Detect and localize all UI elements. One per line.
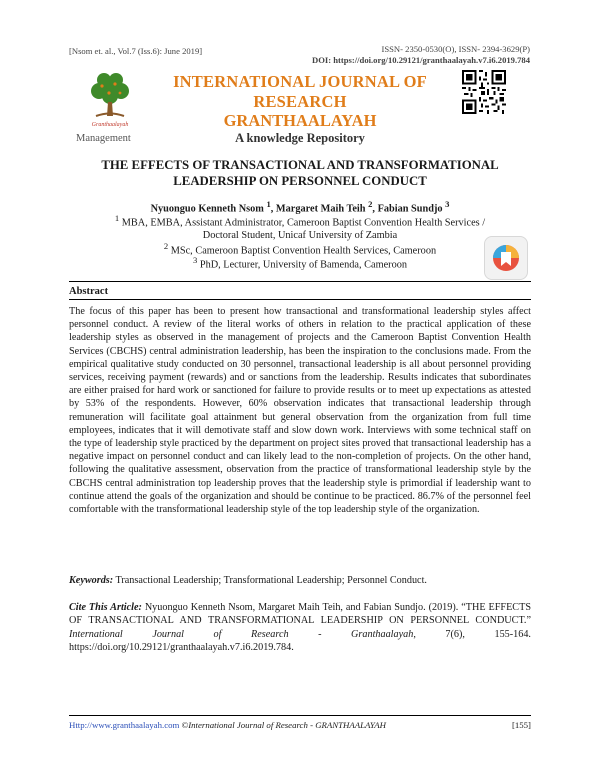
title-line-2: LEADERSHIP ON PERSONNEL CONDUCT bbox=[173, 174, 427, 188]
divider bbox=[69, 299, 531, 300]
citation-journal: International Journal of Research - Granthaalayah bbox=[69, 628, 414, 640]
affiliation-1 bbox=[60, 212, 540, 242]
affiliation-text: MSc, Cameroon Baptist Convention Health Services, Cameroon bbox=[170, 245, 437, 257]
abstract-body: The focus of this paper has been to present how transactional and transformational leadership styles affect personnel conduct. A review of the literal works of others in relation to the practical application of these leadership styles as observed in the management of projects and the Cameroon Baptist Convention Health Services (CBCHS) central administration leadership, has been the inspiration to the conclusions made. From the empirical qualitative study conducted on 30 personnel, transactional leadership is all about personnel providing services, receiving payment (rewards) and or sanctions from the leadership. Results indicates that subordinates are either praised for hard work or sanctioned for failure to provide results or to meet up expectations as attested by 53% of the respondents. However, 60% observation indicates that transactional leadership through remuneration will facilitate goal attainment but general observation from the organization from full time employees, indicates that it will demotivate staff and slow down work. Interviews with some technical staff on the type of leadership style practiced by the department on project sites proved that transactional leadership has a negative impact on personnel conduct and can likely lead to the non-completion of projects. On the other hand, following the qualitative assessment, observation from the practice of transformational leadership style by the CBCHS central administration top leadership proves that the leadership style is primordial if leadership want to continue attend the goals of the organization and should be continue to be practiced. 86.7% of the personnel feel comfortable with the transformational leadership style of the top leadership style of the organization. bbox=[69, 306, 531, 516]
running-header-citation: [Nsom et. al., Vol.7 (Iss.6): June 2019] bbox=[69, 46, 203, 56]
author-superscript: 2 bbox=[368, 199, 373, 209]
article-category: Management bbox=[76, 133, 131, 144]
running-header-ids bbox=[312, 44, 530, 66]
footer-journal: ©International Journal of Research - GRANTHAALAYAH bbox=[181, 720, 386, 730]
author-list: Nyuonguo Kenneth Nsom $^1$, Margaret Maih Teih $^2$, Fabian Sundjo $^3$ bbox=[150, 199, 450, 215]
tree-canopy bbox=[91, 73, 129, 104]
citation-label: Cite This Article: bbox=[69, 602, 142, 613]
divider bbox=[69, 281, 531, 282]
affiliation-superscript: 3 bbox=[192, 255, 198, 265]
author-name: Fabian Sundjo bbox=[377, 203, 443, 215]
logo-caption: Granthaalayah bbox=[91, 122, 129, 128]
keywords bbox=[69, 575, 531, 586]
author-superscript: 1 bbox=[266, 199, 271, 209]
journal-name-line1: INTERNATIONAL JOURNAL OF RESEARCH bbox=[173, 72, 427, 111]
issn-text: ISSN- 2350-0530(O), ISSN- 2394-3629(P) bbox=[381, 44, 530, 54]
journal-tagline: A knowledge Repository bbox=[235, 131, 365, 145]
doi-text: DOI: https://doi.org/10.29121/granthaalayah.v7.i6.2019.784 bbox=[312, 55, 530, 65]
title-line-1: THE EFFECTS OF TRANSACTIONAL AND TRANSFORMATIONAL bbox=[101, 158, 499, 172]
article-title bbox=[60, 157, 540, 189]
affiliation-superscript: 2 bbox=[163, 241, 169, 251]
journal-website-link[interactable]: Http://www.granthaalayah.com bbox=[69, 720, 180, 730]
affiliation-text: MBA, EMBA, Assistant Administrator, Cameroon Baptist Convention Health Services / bbox=[121, 217, 486, 229]
citation bbox=[69, 601, 531, 655]
page-number: [155] bbox=[511, 720, 531, 730]
footer-divider bbox=[69, 715, 531, 716]
affiliation-text: PhD, Lecturer, University of Bamenda, Cameroon bbox=[199, 259, 408, 271]
affiliation-3 bbox=[60, 254, 540, 271]
keywords-label: Keywords: bbox=[69, 575, 114, 586]
journal-masthead bbox=[150, 72, 450, 146]
citation-text-end: , 7(6), 155-164. https://doi.org/10.29121/granthaalayah.v7.i6.2019.784. bbox=[69, 628, 531, 654]
crossmark-icon[interactable] bbox=[484, 236, 528, 280]
journal-name-line2: GRANTHAALAYAH bbox=[223, 111, 377, 130]
journal-logo-tree-icon bbox=[82, 66, 138, 130]
citation-text: Nyuonguo Kenneth Nsom, Margaret Maih Teih, and Fabian Sundjo. (2019). “THE EFFECTS OF TRANSACTIONAL AND TRANSFORMATIONAL LEADERSHIP ON PERSONNEL CONDUCT.” bbox=[69, 602, 531, 627]
keywords-text: Transactional Leadership; Transformational Leadership; Personnel Conduct. bbox=[115, 575, 427, 586]
author-superscript: 3 bbox=[445, 199, 450, 209]
author-name: Nyuonguo Kenneth Nsom bbox=[150, 203, 264, 215]
affiliation-text: Doctoral Student, Unicaf University of Zambia bbox=[202, 230, 398, 242]
abstract-heading: Abstract bbox=[69, 286, 109, 297]
qr-code-icon bbox=[462, 70, 506, 114]
author-name: Margaret Maih Teih bbox=[275, 203, 366, 215]
affiliation-superscript: 1 bbox=[114, 213, 120, 223]
page-footer bbox=[69, 720, 531, 730]
